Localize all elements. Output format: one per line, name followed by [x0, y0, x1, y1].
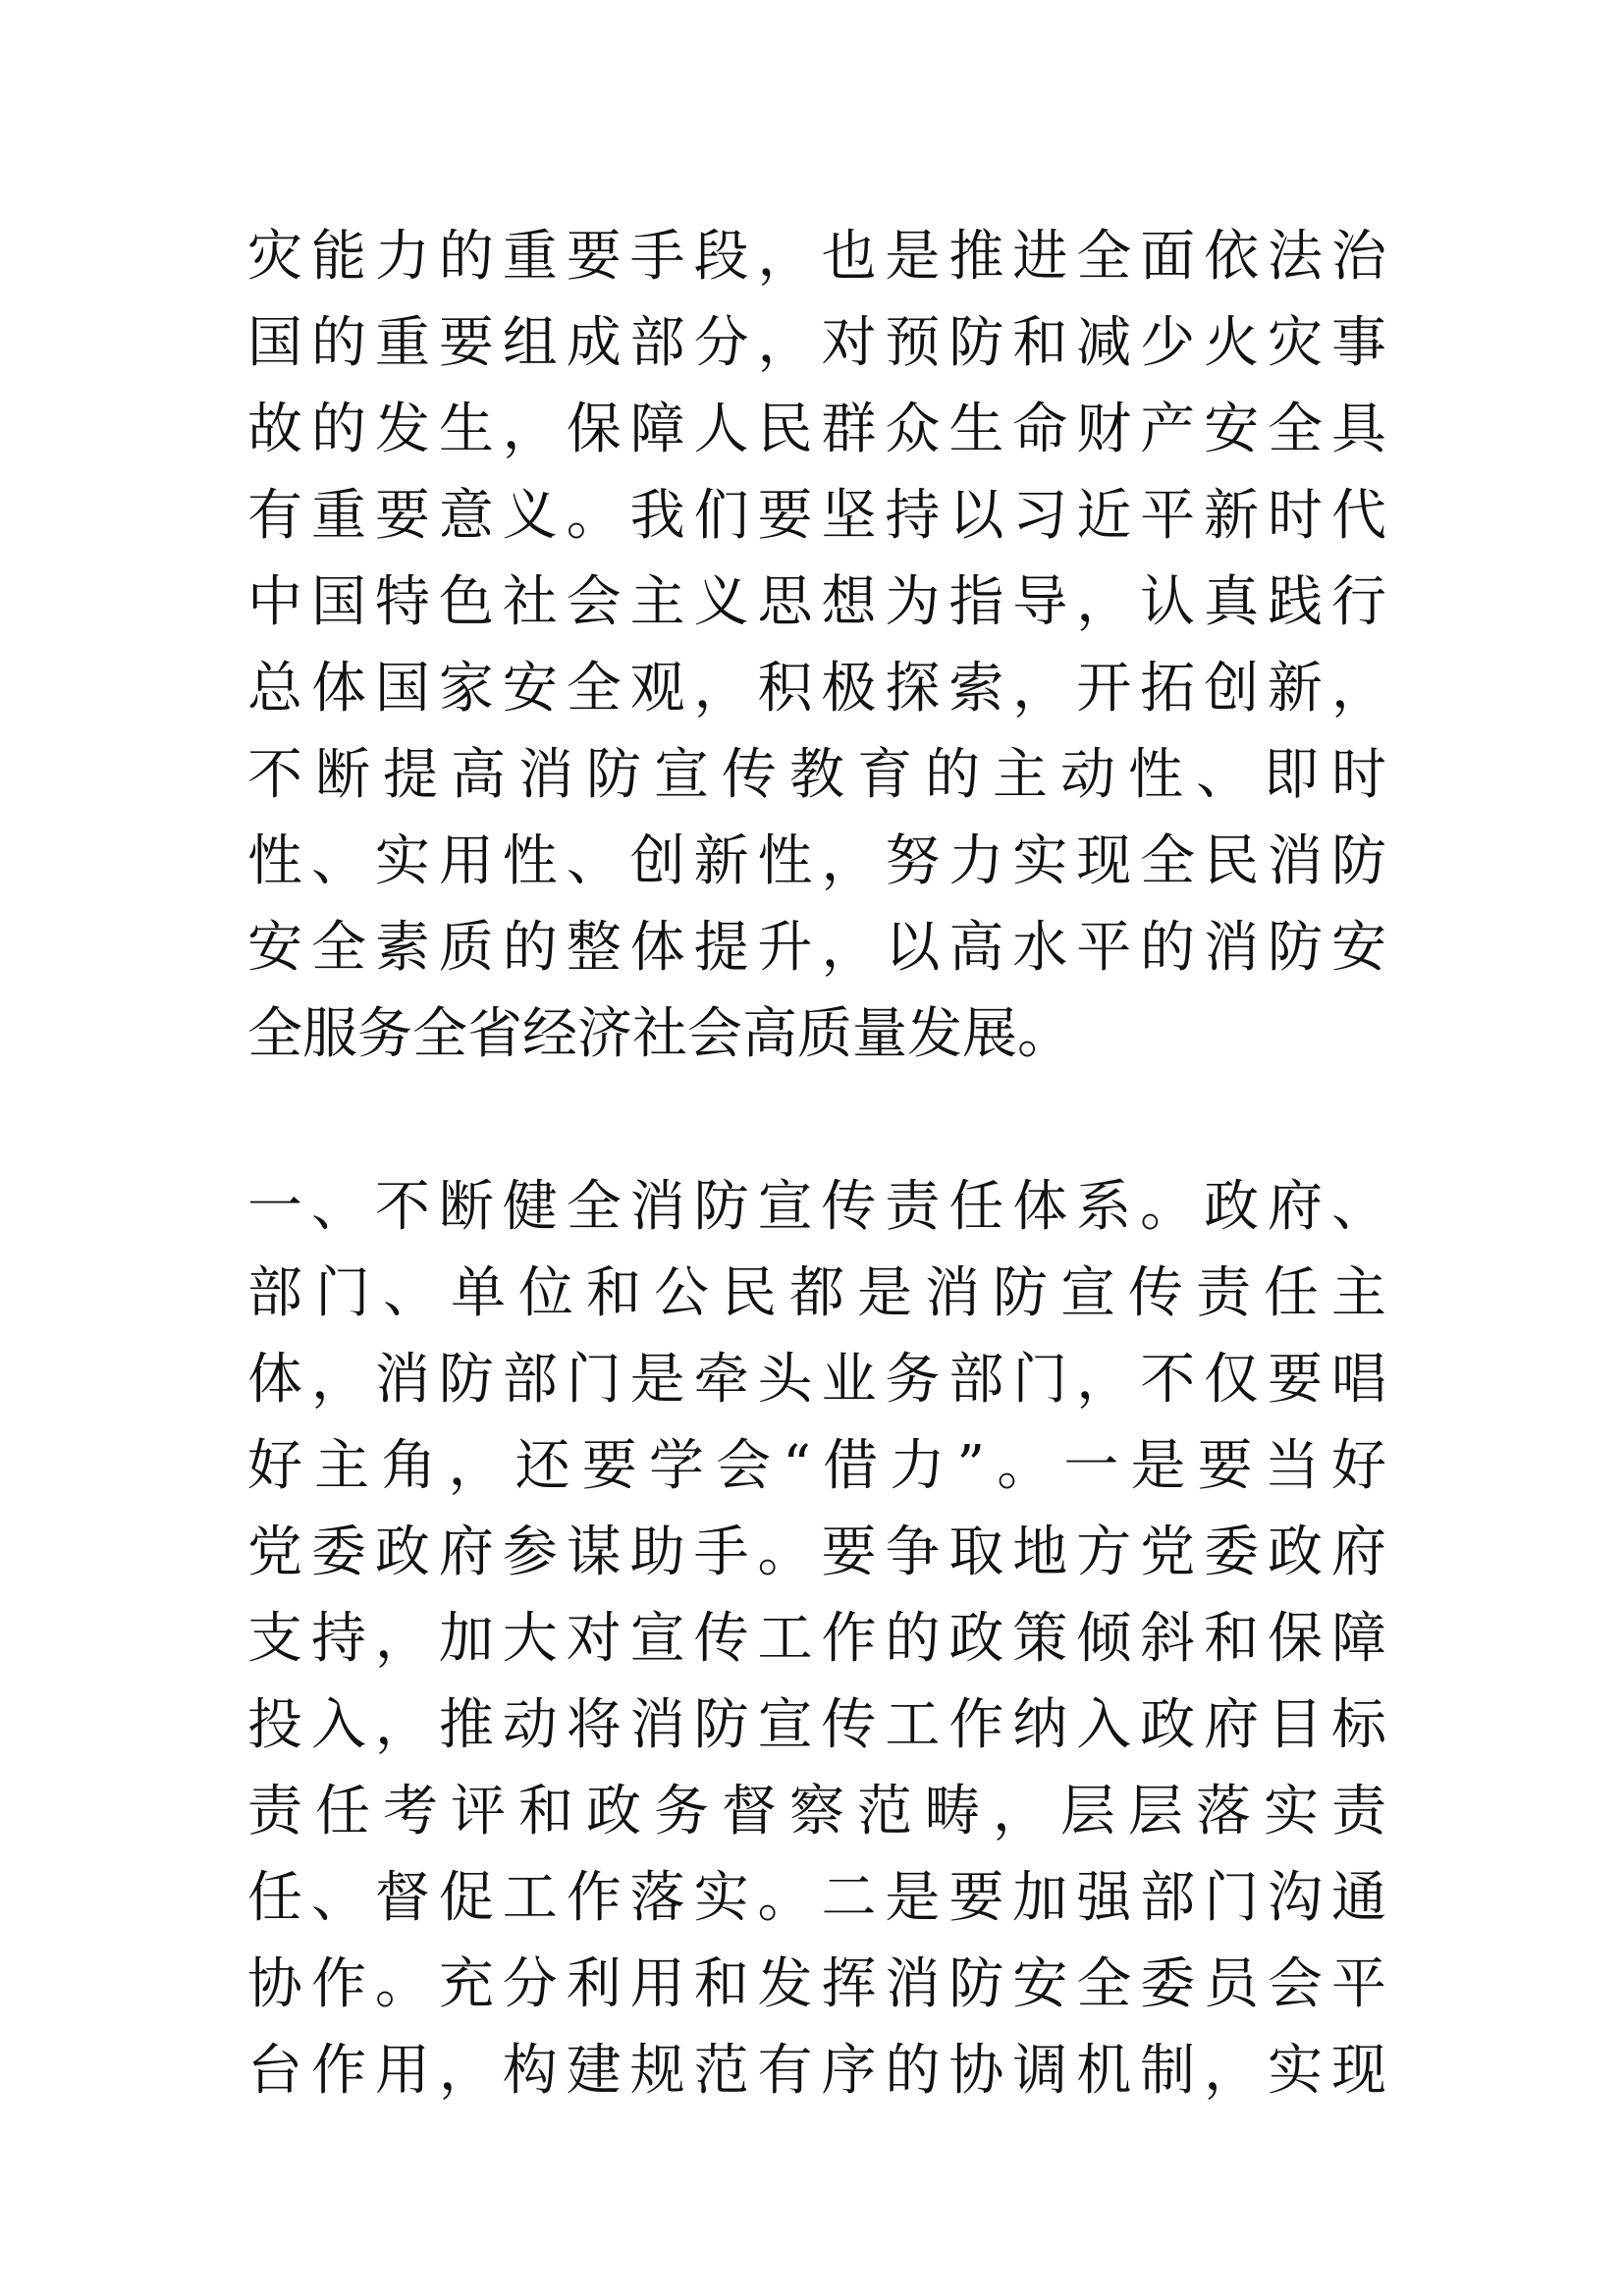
text-line: 有重要意义。我们要坚持以习近平新时代: [247, 484, 1386, 548]
text-line: 不断提高消防宣传教育的主动性、即时: [247, 743, 1386, 807]
text-line: 投入，推动将消防宣传工作纳入政府目标: [247, 1693, 1386, 1757]
paragraph-2: [247, 1164, 1386, 2114]
text-line: 党委政府参谋助手。要争取地方党委政府: [247, 1521, 1386, 1584]
text-line: 责任考评和政务督察范畴，层层落实责: [247, 1780, 1386, 1843]
text-line: 中国特色社会主义思想为指导，认真践行: [247, 570, 1386, 634]
text-line: 部门、单位和公民都是消防宣传责任主: [247, 1261, 1386, 1325]
text-line: 全服务全省经济社会高质量发展。: [247, 1002, 1072, 1066]
text-line: 支持，加大对宣传工作的政策倾斜和保障: [247, 1607, 1386, 1671]
text-line: 协作。充分利用和发挥消防安全委员会平: [247, 1952, 1386, 2016]
text-line: 好主角，还要学会“借力”。一是要当好: [247, 1434, 1386, 1498]
text-line: 任、督促工作落实。二是要加强部门沟通: [247, 1866, 1386, 1930]
text-line: 台作用，构建规范有序的协调机制，实现: [247, 2039, 1386, 2103]
text-line: 一、不断健全消防宣传责任体系。政府、: [247, 1175, 1386, 1239]
text-line: 安全素质的整体提升，以高水平的消防安: [247, 916, 1386, 980]
paragraph-1: [247, 214, 1386, 1078]
text-line: 性、实用性、创新性，努力实现全民消防: [247, 829, 1386, 893]
text-line: 体，消防部门是牵头业务部门，不仅要唱: [247, 1348, 1386, 1412]
text-line: 国的重要组成部分，对预防和减少火灾事: [247, 311, 1386, 375]
text-line: 总体国家安全观，积极探索，开拓创新，: [247, 657, 1386, 721]
text-line: 灾能力的重要手段，也是推进全面依法治: [247, 225, 1386, 289]
text-line: 故的发生，保障人民群众生命财产安全具: [247, 398, 1386, 461]
